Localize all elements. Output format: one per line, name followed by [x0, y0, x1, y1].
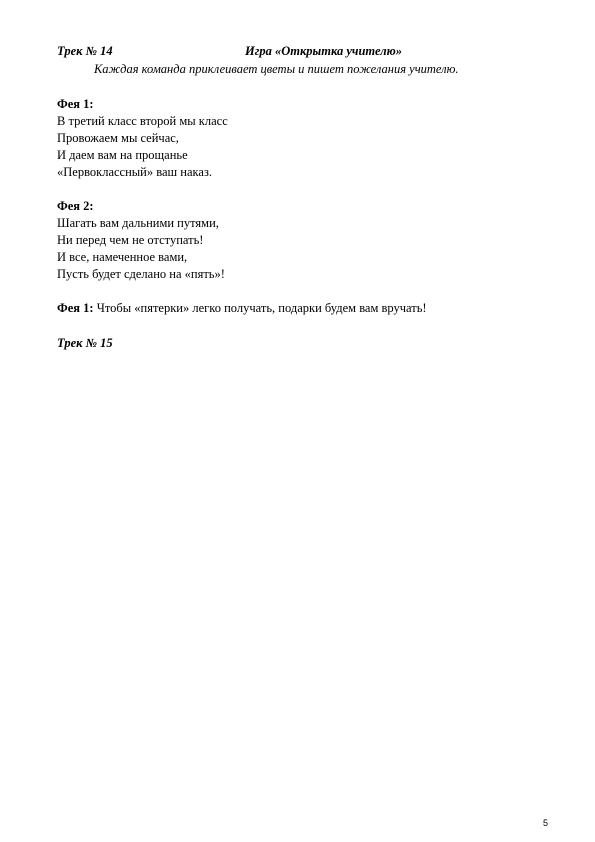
stanza-1-line: И даем вам на прощанье: [57, 148, 188, 162]
game-title: Игра «Открытка учителю»: [245, 44, 402, 58]
stanza-1-line: В третий класс второй мы класс: [57, 114, 228, 128]
track-15-heading: Трек № 15: [57, 336, 113, 350]
stanza-3-text: Чтобы «пятерки» легко получать, подарки будем вам вручать!: [93, 301, 427, 315]
page-number: 5: [543, 818, 549, 828]
stanza-3: [57, 300, 427, 316]
stanza-3-speaker: Фея 1:: [57, 301, 94, 315]
stanza-1-speaker: Фея 1:: [57, 97, 94, 111]
game-instruction: Каждая команда приклеивает цветы и пишет пожелания учителю.: [94, 62, 459, 76]
stanza-1-line: Провожаем мы сейчас,: [57, 131, 179, 145]
stanza-2-line: Шагать вам дальними путями,: [57, 216, 219, 230]
track-14-heading: Трек № 14: [57, 44, 113, 58]
stanza-1-line: «Первоклассный» ваш наказ.: [57, 165, 213, 179]
stanza-2-line: И все, намеченное вами,: [57, 250, 188, 264]
stanza-2-speaker: Фея 2:: [57, 199, 94, 213]
stanza-2-line: Ни перед чем не отступать!: [57, 233, 204, 247]
stanza-2-line: Пусть будет сделано на «пять»!: [57, 267, 225, 281]
